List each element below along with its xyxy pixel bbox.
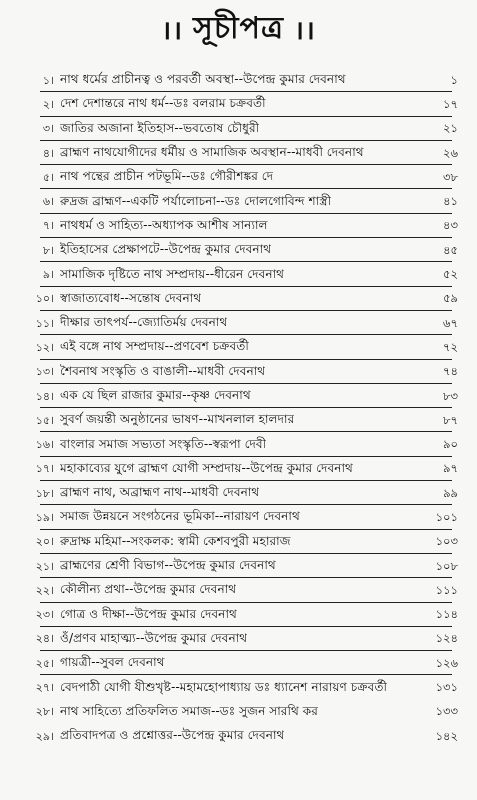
toc-entry <box>18 676 468 700</box>
toc-entry <box>18 336 468 360</box>
entry-title: বেদপাঠী যোগী যীশুখৃষ্ট--মহামহোপাধ্যায় ডঃ ধ্যানেশ নারায়ণ চক্রবর্তী <box>60 679 387 694</box>
entry-page-number: ১৩৩ <box>435 704 458 719</box>
entry-page-number: ৯৭ <box>443 461 458 476</box>
toc-entry <box>18 312 468 336</box>
entry-number: ৭। <box>42 219 54 233</box>
entry-page-number: ৮৭ <box>443 412 458 427</box>
entry-title: নাথ ধর্মের প্রাচীনত্ব ও পরবর্তী অবস্থা--উপেন্দ্র কুমার দেবনাথ <box>60 72 346 87</box>
entry-number: ১০। <box>35 292 54 306</box>
toc-list <box>18 69 468 749</box>
entry-title: এক যে ছিল রাজার কুমার--কৃষ্ণ দেবনাথ <box>60 388 251 402</box>
entry-page-number: ৯৯ <box>443 485 458 500</box>
entry-number: ২৯। <box>35 729 54 743</box>
entry-page-number: ৭২ <box>443 339 458 354</box>
entry-title: দীক্ষার তাৎপর্য--জ্যোতির্ময় দেবনাথ <box>60 315 228 330</box>
toc-entry <box>18 604 468 628</box>
entry-page-number: ১২৬ <box>435 655 458 670</box>
entry-title: নাথ পন্থের প্রাচীন পটভূমি--ডঃ গৌরীশঙ্কর দে <box>60 169 274 184</box>
entry-title: গায়ত্রী--সুবল দেবনাথ <box>60 655 165 670</box>
toc-entry <box>18 69 468 93</box>
entry-title: ব্রাহ্মণ নাথযোগীদের ধর্মীয় ও সামাজিক অবস্থান--মাধবী দেবনাথ <box>60 145 364 160</box>
toc-entry <box>18 118 468 142</box>
toc-entry <box>18 93 468 117</box>
entry-title: ব্রাহ্মণের শ্রেণী বিভাগ--উপেন্দ্র কুমার দেবনাথ <box>60 558 276 573</box>
entry-number: ৫। <box>42 170 54 184</box>
toc-entry <box>18 628 468 652</box>
entry-number: ৬। <box>42 195 54 209</box>
entry-title: শৈবনাথ সংস্কৃতি ও বাঙালী--মাধবী দেবনাথ <box>60 363 266 378</box>
toc-entry <box>18 458 468 482</box>
entry-title: সুবর্ণ জয়ন্তী অনুষ্ঠানের ভাষণ--মাখনলাল হালদার <box>60 412 295 427</box>
entry-number: ১৪। <box>35 389 54 403</box>
entry-number: ২১। <box>35 559 54 573</box>
title-text: সূচীপত্র <box>193 10 284 46</box>
entry-title: স্বাজাত্যবোধ--সন্তোষ দেবনাথ <box>60 290 202 305</box>
toc-entry <box>18 215 468 239</box>
entry-page-number: ৩৮ <box>443 169 458 184</box>
entry-page-number: ৪৩ <box>443 218 458 233</box>
entry-page-number: ৪৫ <box>443 242 458 257</box>
entry-title: মহাকাব্যের যুগে ব্রাহ্মণ যোগী সম্প্রদায়--উপেন্দ্র কুমার দেবনাথ <box>60 460 353 475</box>
entry-title: ব্রাহ্মণ নাথ, অব্রাহ্মণ নাথ--মাধবী দেবনাথ <box>60 485 260 500</box>
toc-entry <box>18 361 468 385</box>
entry-number: ১৯। <box>35 510 54 524</box>
toc-entry <box>18 701 468 725</box>
entry-title: গোত্র ও দীক্ষা--উপেন্দ্র কুমার দেবনাথ <box>60 606 237 621</box>
entry-number: ২০। <box>35 535 54 549</box>
toc-entry <box>18 555 468 579</box>
toc-entry <box>18 288 468 312</box>
entry-number: ৮। <box>42 243 54 257</box>
toc-entry <box>18 531 468 555</box>
entry-page-number: ৬৭ <box>443 315 458 330</box>
entry-page-number: ১১১ <box>435 582 458 597</box>
toc-entry <box>18 385 468 409</box>
entry-number: ১৬। <box>35 438 54 452</box>
entry-number: ৯। <box>42 268 54 282</box>
entry-page-number: ২১ <box>443 121 458 136</box>
toc-entry <box>18 482 468 506</box>
entry-number: ৪। <box>42 146 54 160</box>
entry-page-number: ৮৩ <box>443 388 458 403</box>
title-bars-right: ।। <box>294 16 316 46</box>
entry-page-number: ৫৯ <box>443 291 458 306</box>
entry-page-number: ১৭ <box>443 96 458 111</box>
entry-number: ১৩। <box>35 365 54 379</box>
toc-entry <box>18 166 468 190</box>
entry-title: নাথধর্ম ও সাহিত্য--অধ্যাপক আশীষ সান্যাল <box>60 217 268 232</box>
entry-title: সমাজ উন্নয়নে সংগঠনের ভূমিকা--নারায়ণ দেবনাথ <box>60 509 300 524</box>
entry-number: ১। <box>42 73 54 87</box>
page-title <box>0 4 477 54</box>
toc-entry <box>18 190 468 214</box>
entry-page-number: ৭৪ <box>443 364 458 379</box>
entry-page-number: ১৩১ <box>435 680 458 695</box>
entry-title: ইতিহাসের প্রেক্ষাপটে--উপেন্দ্র কুমার দেবনাথ <box>60 242 272 257</box>
toc-entry <box>18 433 468 457</box>
entry-number: ২২। <box>35 583 54 597</box>
entry-number: ২৫। <box>35 656 54 670</box>
toc-entry <box>18 652 468 676</box>
entry-title: বাংলার সমাজ সভ্যতা সংস্কৃতি--স্বরূপা দেবী <box>60 436 267 451</box>
toc-entry <box>18 506 468 530</box>
entry-number: ১৮। <box>35 486 54 500</box>
entry-number: ২৮। <box>35 705 54 719</box>
entry-title: ওঁ/প্রণব মাহাত্ম্য--উপেন্দ্র কুমার দেবনাথ <box>60 630 248 645</box>
title-bars-left: ।। <box>161 16 183 46</box>
entry-title: এই বঙ্গে নাথ সম্প্রদায়--প্রণবেশ চক্রবর্তী <box>60 339 249 354</box>
entry-page-number: ৪১ <box>443 194 458 209</box>
entry-title: জাতির অজানা ইতিহাস--ভবতোষ চৌধুরী <box>60 120 260 135</box>
entry-number: ৩। <box>42 122 54 136</box>
entry-number: ১১। <box>35 316 54 330</box>
toc-entry <box>18 263 468 287</box>
entry-title: দেশ দেশান্তরে নাথ ধর্ম--ডঃ বলরাম চক্রবর্তী <box>60 96 266 111</box>
toc-entry <box>18 579 468 603</box>
entry-page-number: ১৪২ <box>435 728 458 743</box>
entry-title: প্রতিবাদপত্র ও প্রশ্নোত্তর--উপেন্দ্র কুমার দেবনাথ <box>60 728 285 743</box>
entry-page-number: ৫২ <box>443 267 458 282</box>
entry-title: নাথ সাহিত্যে প্রতিফলিত সমাজ--ডঃ সুজন সারথি কর <box>60 703 318 718</box>
entry-number: ২৭। <box>35 681 54 695</box>
entry-number: ২৪। <box>35 632 54 646</box>
toc-entry <box>18 239 468 263</box>
entry-page-number: ১২৪ <box>435 631 458 646</box>
entry-page-number: ১১৪ <box>435 607 458 622</box>
toc-entry <box>18 725 468 749</box>
entry-number: ২৩। <box>35 608 54 622</box>
entry-page-number: ২৬ <box>443 145 458 160</box>
toc-entry <box>18 142 468 166</box>
entry-title: রুদ্রাক্ষ মহিমা--সংকলক: স্বামী কেশবপুরী মহারাজ <box>60 533 291 548</box>
entry-page-number: ৯০ <box>443 437 458 452</box>
toc-entry <box>18 409 468 433</box>
entry-page-number: ১০৮ <box>435 558 458 573</box>
entry-title: রুদ্রজ ব্রাহ্মণ--একটি পর্যালোচনা--ডঃ দোলগোবিন্দ শাস্ত্রী <box>60 193 332 208</box>
entry-number: ১২। <box>35 340 54 354</box>
entry-title: কৌলীন্য প্রথা--উপেন্দ্র কুমার দেবনাথ <box>60 582 237 597</box>
entry-title: সামাজিক দৃষ্টিতে নাথ সম্প্রদায়--ধীরেন দেবনাথ <box>60 266 285 281</box>
entry-page-number: ১ <box>450 72 458 87</box>
entry-page-number: ১০১ <box>435 509 458 524</box>
entry-number: ১৭। <box>35 462 54 476</box>
entry-page-number: ১০৩ <box>435 534 458 549</box>
entry-number: ১৫। <box>35 413 54 427</box>
entry-number: ২। <box>42 97 54 111</box>
